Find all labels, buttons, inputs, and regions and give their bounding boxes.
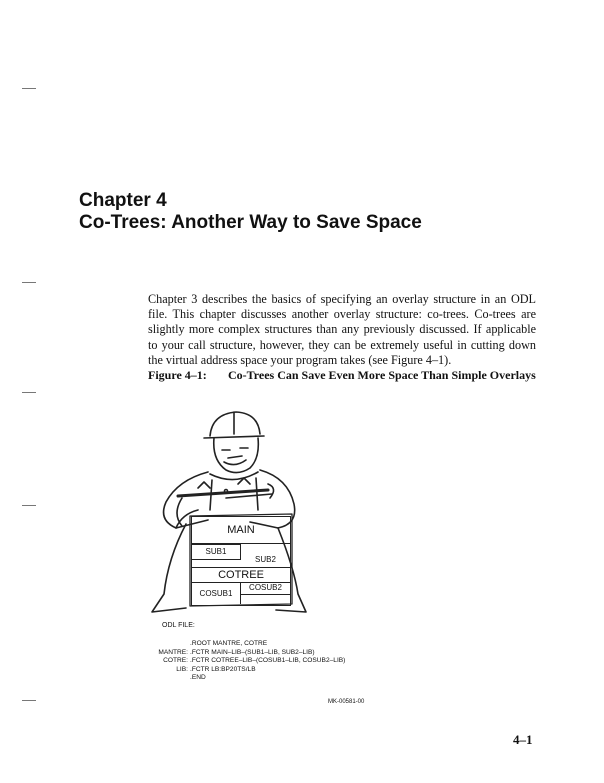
margin-mark [22, 505, 36, 506]
segment-sub1: SUB1 [192, 544, 241, 560]
figure-number: Figure 4–1: [148, 368, 207, 382]
margin-mark [22, 88, 36, 89]
segment-cosub2: COSUB2 [241, 582, 290, 595]
margin-mark [22, 282, 36, 283]
segment-main: MAIN [192, 517, 290, 544]
odl-line-label: COTRE: [163, 657, 188, 664]
art-code: MK-00581-00 [328, 699, 365, 705]
odl-line-text: .ROOT MANTRE, COTRE [190, 640, 268, 647]
chapter-label: Chapter 4 [79, 190, 167, 211]
odl-line-text: .FCTR MAIN–LIB–(SUB1–LIB, SUB2–LIB) [190, 648, 315, 656]
figure-title: Co-Trees Can Save Even More Space Than Simple Overlays [228, 368, 536, 382]
intro-paragraph: Chapter 3 describes the basics of specifying an overlay structure in an ODL file. This chapter discusses another overlay structure: co-trees. Co-trees are slightly more complex structures than any previously discussed. If applicable to your call structure, however, they can be extremely useful in cutting down the virtual address space your program takes (see Figure 4–1). [148, 292, 536, 367]
margin-mark [22, 392, 36, 393]
odl-line-text: .END [190, 674, 206, 681]
segment-cosub1: COSUB1 [192, 582, 241, 604]
overlay-stack-diagram [191, 516, 291, 606]
chapter-title: Co-Trees: Another Way to Save Space [79, 212, 422, 233]
odl-line-text: .FCTR LB:BP20TS/LB [190, 665, 256, 673]
segment-sub2: SUB2 [255, 555, 276, 564]
odl-file-label: ODL FILE: [162, 622, 195, 629]
segment-cotree: COTREE [192, 567, 290, 583]
odl-line-label: LIB: [176, 665, 188, 673]
odl-line-text: .FCTR COTREE–LIB–(COSUB1–LIB, COSUB2–LIB) [190, 657, 346, 664]
odl-line-label: MANTRE: [158, 648, 188, 656]
page-number: 4–1 [513, 732, 533, 747]
margin-mark [22, 700, 36, 701]
